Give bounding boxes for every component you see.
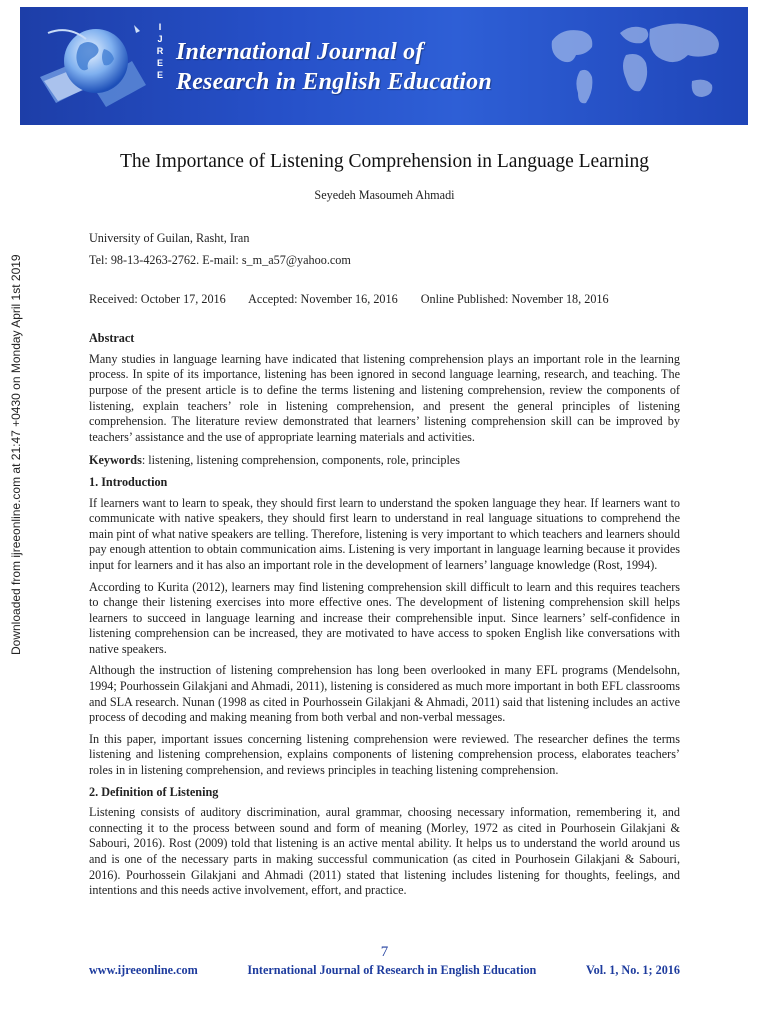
- page-footer: [89, 944, 680, 978]
- keywords: [89, 453, 680, 469]
- affiliation: University of Guilan, Rasht, Iran: [89, 230, 250, 245]
- paragraph: According to Kurita (2012), learners may find listening comprehension skill difficult to learn and this requires teachers to change their listening exercises into more effective ones. The development of listening comprehension skill helps learners to succeed in language learning and increase their comprehensible input. Since learners’ self-confidence in listening comprehension can be increased, they are motivated to have access to spoken English like conversations with native speakers.: [89, 579, 680, 656]
- article-body: [89, 150, 680, 905]
- globe-book-logo-icon: [34, 15, 152, 119]
- section-heading: 1. Introduction: [89, 474, 168, 489]
- paragraph: If learners want to learn to speak, they should first learn to understand the spoken language they hear. If learners want to communicate with native speakers, they should first learn to understand in real language situations to comprehend the main pint of what native speakers are telling. Therefore, listening is very important to which teachers and learners should pay enough attention to obtain communication aims. Listening is very important in language learning because it provides input for learners and it has also an important role in the development of learners’ language knowledge (Rost, 1994).: [89, 495, 680, 572]
- contact-info: Tel: 98-13-4263-2762. E-mail: s_m_a57@yahoo.com: [89, 252, 351, 267]
- journal-banner: [20, 7, 748, 125]
- received-date: Received: October 17, 2016: [89, 291, 226, 306]
- abstract-text: Many studies in language learning have indicated that listening comprehension plays an important role in the learning process. In spite of its importance, listening has been ignored in second language learning, research, and teaching. The purpose of the present article is to define the terms listening and listening comprehension, review the components of listening, explain teachers’ role in listening comprehension, and present the general principles of listening comprehension. The literature review demonstrated that learners’ listening comprehension skill can be improved by teachers’ assistance and the use of appropriate learning materials and activities.: [89, 351, 680, 444]
- affiliation-block: [89, 227, 680, 271]
- footer-line: [89, 963, 680, 978]
- paper-title: The Importance of Listening Comprehension in Language Learning: [119, 151, 650, 172]
- footer-journal-name: International Journal of Research in English Education: [247, 963, 537, 977]
- published-date: Online Published: November 18, 2016: [420, 291, 609, 306]
- keywords-list: : listening, listening comprehension, components, role, principles: [141, 453, 460, 468]
- journal-abbreviation: I J R E E: [156, 22, 164, 80]
- footer-volume: Vol. 1, No. 1; 2016: [585, 963, 680, 977]
- paragraph: Although the instruction of listening comprehension has long been overlooked in many EFL programs (Mendelsohn, 1994; Pourhossein Gilakjani and Ahmadi, 2011), listening is considered as much more important in both EFL classrooms and SLA research. Nunan (1998 as cited in Pourhossein Gilakjani & Ahmadi, 2011) said that listening includes an active process of decoding and making meaning from both verbal and non-verbal messages.: [89, 663, 680, 725]
- footer-website-link[interactable]: www.ijreeonline.com: [89, 963, 198, 977]
- page-number: 7: [380, 944, 389, 960]
- keywords-label: Keywords: [89, 453, 142, 468]
- paper-author: Seyedeh Masoumeh Ahmadi: [314, 188, 455, 202]
- section-heading: 2. Definition of Listening: [89, 784, 219, 799]
- journal-title: International Journal of Research in English Education: [176, 39, 492, 95]
- world-map-icon: [542, 11, 742, 121]
- abstract-heading: Abstract: [89, 331, 135, 346]
- publication-dates: [89, 292, 680, 308]
- paragraph: Listening consists of auditory discrimination, aural grammar, choosing necessary information, remembering it, and connecting it to the process between sound and form of meaning (Morley, 1972 as cited in Pourhosein Gilakjani & Sabouri, 2016). Rost (2009) told that listening is an active mental ability. It helps us to understand the world around us and is one of the necessary parts in making successful communication (as cited in Pourhosein Gilakjani & Sabouri, 2016). Pourhossein Gilakjani and Ahmadi (2011) stated that listening includes listening for thoughts, feelings, and intentions and this needs active involvement, effort, and practice.: [89, 805, 680, 898]
- paragraph: In this paper, important issues concerning listening comprehension were reviewed. The researcher defines the terms listening and listening comprehension, explains components of listening comprehension process, elaborates teachers’ roles in in listening comprehension, and reviews principles in teaching listening comprehension.: [89, 731, 680, 778]
- accepted-date: Accepted: November 16, 2016: [248, 291, 398, 306]
- download-side-note: Downloaded from ijreeonline.com at 21:47 +0430 on Monday April 1st 2019: [9, 254, 23, 655]
